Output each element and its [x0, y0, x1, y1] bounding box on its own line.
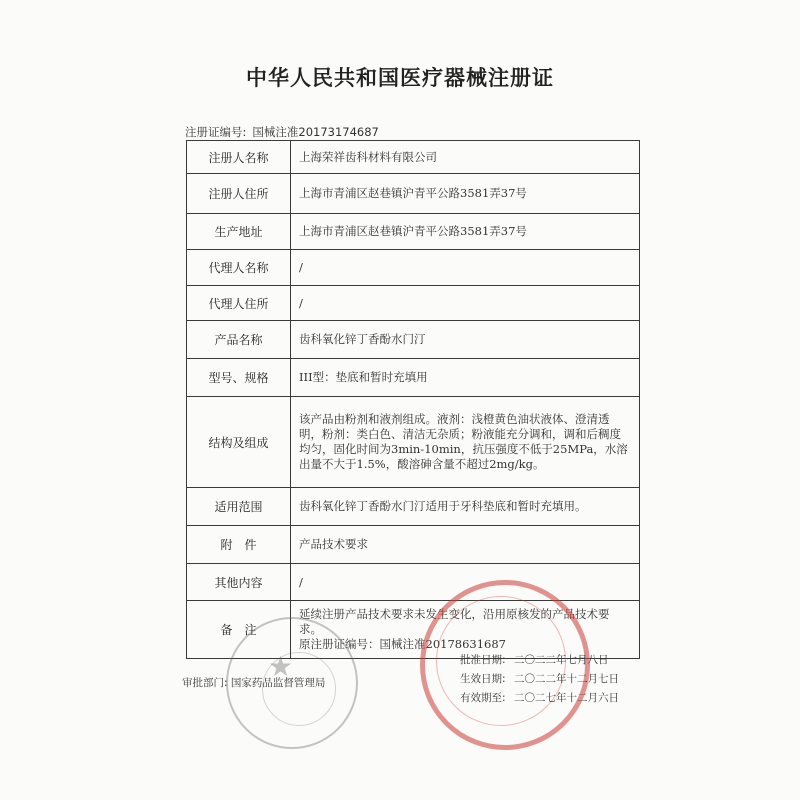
approval-date-value: 二〇二二年七月八日 [514, 654, 609, 666]
approval-dept-label: 审批部门: [182, 677, 228, 689]
approval-date-label: 批准日期: [460, 654, 506, 666]
row-value: 齿科氧化锌丁香酚水门汀 [291, 321, 640, 359]
row-label: 适用范围 [187, 488, 291, 526]
row-label: 结构及组成 [187, 397, 291, 488]
row-label: 注册人住所 [187, 174, 291, 214]
table-row-other [187, 564, 640, 601]
row-value: 该产品由粉剂和液剂组成。液剂：浅橙黄色油状液体、澄清透明，粉剂：类白色、清洁无杂质；粉液能充分调和，调和后稠度均匀，固化时间为3min-10min，抗压强度不低于25MPa，水溶出量不大于1.5%，酸溶砷含量不超过2mg/kg。 [291, 397, 640, 488]
row-label: 其他内容 [187, 564, 291, 601]
row-value: 齿科氧化锌丁香酚水门汀适用于牙科垫底和暂时充填用。 [291, 488, 640, 526]
approval-department [182, 675, 325, 690]
row-value: / [291, 250, 640, 286]
approval-dates [460, 651, 619, 708]
table-row-attachment [187, 526, 640, 564]
expiry-date-line [460, 689, 619, 708]
table-row-model-spec [187, 359, 640, 397]
table-row-structure [187, 397, 640, 488]
row-label: 代理人名称 [187, 250, 291, 286]
row-label: 产品名称 [187, 321, 291, 359]
row-value: / [291, 286, 640, 321]
row-label: 备 注 [187, 601, 291, 659]
row-value: 上海荣祥齿科材料有限公司 [291, 141, 640, 174]
table-row-registrant-address [187, 174, 640, 214]
expiry-date-value: 二〇二七年十二月六日 [514, 692, 619, 704]
row-value: 延续注册产品技术要求未发生变化，沿用原核发的产品技术要求。 原注册证编号：国械注准20178631687 [291, 601, 640, 659]
row-label: 注册人名称 [187, 141, 291, 174]
seal-star-icon: ★ [268, 650, 294, 683]
row-label: 型号、规格 [187, 359, 291, 397]
row-label: 生产地址 [187, 214, 291, 250]
row-value: / [291, 564, 640, 601]
table-row-agent-name [187, 250, 640, 286]
row-value: 产品技术要求 [291, 526, 640, 564]
reg-no-label: 注册证编号: [185, 125, 247, 139]
row-value: 上海市青浦区赵巷镇沪青平公路3581弄37号 [291, 214, 640, 250]
row-label: 代理人住所 [187, 286, 291, 321]
approval-date-line [460, 651, 619, 670]
table-row-registrant-name [187, 141, 640, 174]
row-value: 上海市青浦区赵巷镇沪青平公路3581弄37号 [291, 174, 640, 214]
table-row-scope [187, 488, 640, 526]
document-title: 中华人民共和国医疗器械注册证 [246, 66, 554, 90]
expiry-date-label: 有效期至: [460, 692, 506, 704]
table-row-product-name [187, 321, 640, 359]
valid-date-value: 二〇二二年十二月七日 [514, 673, 619, 685]
table-row-agent-address [187, 286, 640, 321]
row-value: III型：垫底和暂时充填用 [291, 359, 640, 397]
approval-dept-value: 国家药品监督管理局 [230, 677, 326, 689]
row-label: 附 件 [187, 526, 291, 564]
registration-number [185, 124, 379, 140]
valid-date-line [460, 670, 619, 689]
reg-no-value: 国械注准20173174687 [252, 125, 379, 139]
certificate-table [186, 140, 640, 659]
table-row-production-address [187, 214, 640, 250]
valid-date-label: 生效日期: [460, 673, 506, 685]
